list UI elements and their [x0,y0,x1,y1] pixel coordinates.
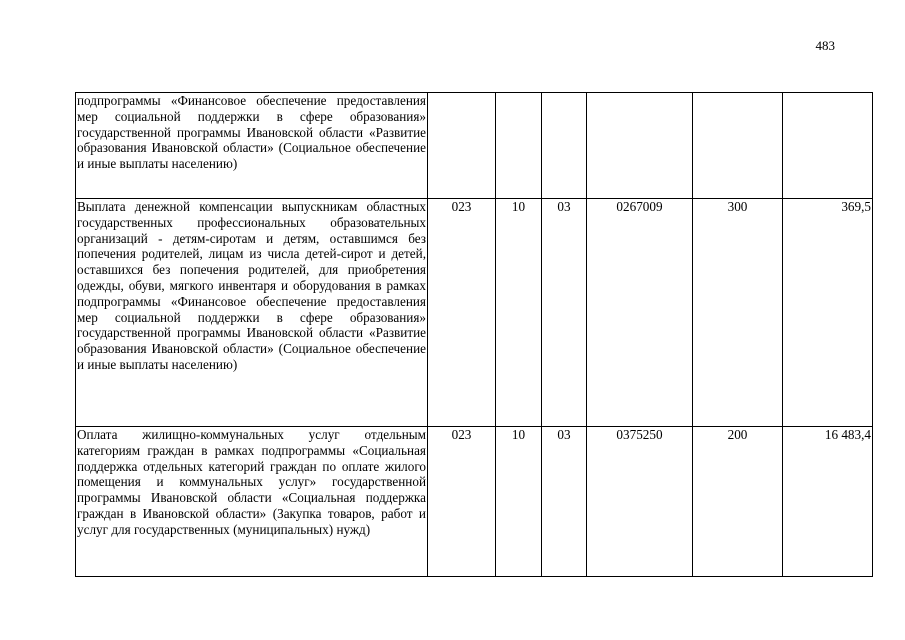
target-article-code: 0375250 [587,427,693,577]
table-row [76,93,873,199]
subsection-code: 03 [542,427,587,577]
subsection-code: 03 [542,199,587,427]
ministry-code [428,93,496,199]
row-description: Оплата жилищно-коммунальных услуг отдельным категориям граждан в рамках подпрограммы «Социальная поддержка отдельных категорий граждан по оплате жилого помещения и коммунальных услуг» государственной программы Ивановской области «Социальная поддержка граждан в Ивановской области» (Закупка товаров, работ и услуг для государственных (муниципальных) нужд) [76,427,428,577]
expense-kind-code: 200 [693,427,783,577]
expense-kind-code [693,93,783,199]
ministry-code: 023 [428,427,496,577]
target-article-code: 0267009 [587,199,693,427]
amount: 369,5 [783,199,873,427]
target-article-code [587,93,693,199]
row-description: Выплата денежной компенсации выпускникам областных государственных профессиональных образовательных организаций - детям-сиротам и детям, оставшимся без попечения родителей, лицам из числа детей-сирот и детей, оставшихся без попечения родителей, для приобретения одежды, обуви, мягкого инвентаря и оборудования в рамках подпрограммы «Финансовое обеспечение предоставления мер социальной поддержки в сфере образования» государственной программы Ивановской области «Развитие образования Ивановской области» (Социальное обеспечение и иные выплаты населению) [76,199,428,427]
ministry-code: 023 [428,199,496,427]
budget-table [75,92,873,577]
subsection-code [542,93,587,199]
table-row [76,199,873,427]
page-number: 483 [815,38,835,53]
table-row [76,427,873,577]
section-code: 10 [496,427,542,577]
amount: 16 483,4 [783,427,873,577]
section-code [496,93,542,199]
section-code: 10 [496,199,542,427]
expense-kind-code: 300 [693,199,783,427]
amount [783,93,873,199]
row-description: подпрограммы «Финансовое обеспечение предоставления мер социальной поддержки в сфере образования» государственной программы Ивановской области «Развитие образования Ивановской области» (Социальное обеспечение и иные выплаты населению) [76,93,428,199]
